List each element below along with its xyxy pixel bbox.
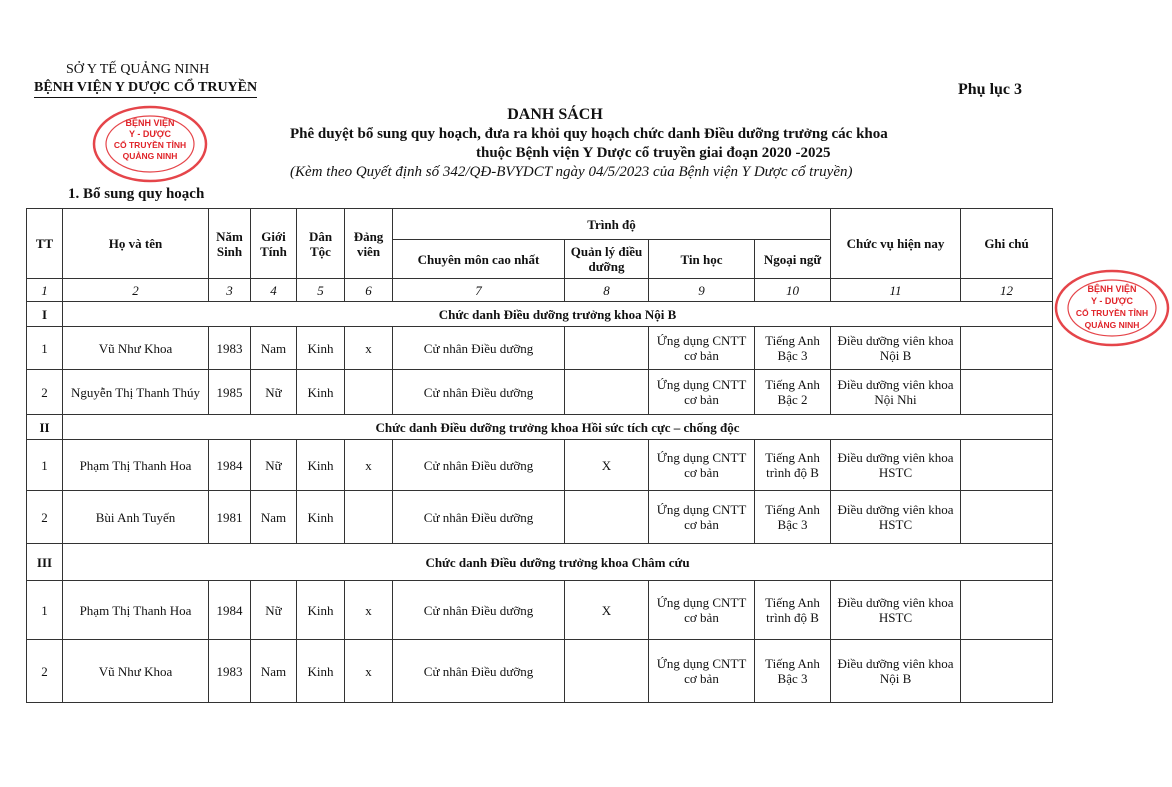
cell-note <box>961 327 1053 370</box>
org-parent: SỞ Y TẾ QUẢNG NINH <box>66 62 210 77</box>
cell-note <box>961 581 1053 640</box>
cell-ethnic: Kinh <box>297 327 345 370</box>
group-row <box>27 544 1053 581</box>
cell-ethnic: Kinh <box>297 370 345 415</box>
cell-note <box>961 640 1053 703</box>
cell-it: Ứng dụng CNTT cơ bản <box>649 491 755 544</box>
cell-gender: Nam <box>251 491 297 544</box>
table-row <box>27 370 1053 415</box>
cell-name: Vũ Như Khoa <box>63 327 209 370</box>
seal-edge-text-3: CỔ TRUYỀN TỈNH <box>1075 308 1149 318</box>
cell-party <box>345 491 393 544</box>
seal-edge-text-1: BỆNH VIỆN <box>1087 284 1137 294</box>
seal-text-3: CỔ TRUYỀN TỈNH <box>113 140 187 150</box>
cell-name: Phạm Thị Thanh Hoa <box>63 581 209 640</box>
header-specialty: Chuyên môn cao nhất <box>393 240 565 279</box>
cell-party: x <box>345 440 393 491</box>
group-number: III <box>27 544 63 581</box>
cell-gender: Nam <box>251 327 297 370</box>
cell-lang: Tiếng Anh trình độ B <box>755 581 831 640</box>
cell-specialty: Cử nhân Điều dưỡng <box>393 491 565 544</box>
col-number: 4 <box>251 279 297 302</box>
cell-tt: 2 <box>27 491 63 544</box>
cell-specialty: Cử nhân Điều dưỡng <box>393 370 565 415</box>
cell-position: Điều dưỡng viên khoa Nội B <box>831 640 961 703</box>
seal-text-1: BỆNH VIỆN <box>125 118 175 128</box>
col-number: 9 <box>649 279 755 302</box>
section-heading: 1. Bổ sung quy hoạch <box>68 186 205 202</box>
cell-it: Ứng dụng CNTT cơ bản <box>649 327 755 370</box>
col-number: 2 <box>63 279 209 302</box>
cell-lang: Tiếng Anh Bậc 3 <box>755 491 831 544</box>
header-birth-year: Năm Sinh <box>209 209 251 279</box>
seal-edge-text-2: Y - DƯỢC <box>1091 296 1133 306</box>
cell-position: Điều dưỡng viên khoa HSTC <box>831 491 961 544</box>
cell-it: Ứng dụng CNTT cơ bản <box>649 440 755 491</box>
cell-note <box>961 491 1053 544</box>
cell-party: x <box>345 581 393 640</box>
table-row <box>27 327 1053 370</box>
cell-name: Bùi Anh Tuyến <box>63 491 209 544</box>
col-number: 6 <box>345 279 393 302</box>
group-title: Chức danh Điều dưỡng trưởng khoa Châm cứu <box>63 544 1053 581</box>
cell-gender: Nữ <box>251 440 297 491</box>
planning-table <box>26 208 1053 703</box>
col-number: 11 <box>831 279 961 302</box>
document-title: DANH SÁCH <box>507 106 603 123</box>
cell-party: x <box>345 640 393 703</box>
cell-gender: Nữ <box>251 581 297 640</box>
cell-gender: Nam <box>251 640 297 703</box>
cell-position: Điều dưỡng viên khoa Nội Nhi <box>831 370 961 415</box>
cell-tt: 2 <box>27 640 63 703</box>
cell-name: Phạm Thị Thanh Hoa <box>63 440 209 491</box>
subtitle-line-2: thuộc Bệnh viện Y Dược cổ truyền giai đoạn 2020 -2025 <box>476 145 831 161</box>
col-number: 3 <box>209 279 251 302</box>
cell-tt: 1 <box>27 440 63 491</box>
cell-name: Vũ Như Khoa <box>63 640 209 703</box>
col-number: 8 <box>565 279 649 302</box>
subtitle-line-1: Phê duyệt bổ sung quy hoạch, đưa ra khỏi quy hoạch chức danh Điều dưỡng trưởng các khoa <box>290 126 888 142</box>
cell-year: 1984 <box>209 581 251 640</box>
cell-position: Điều dưỡng viên khoa HSTC <box>831 581 961 640</box>
cell-position: Điều dưỡng viên khoa Nội B <box>831 327 961 370</box>
cell-ethnic: Kinh <box>297 491 345 544</box>
group-number: I <box>27 302 63 327</box>
group-number: II <box>27 415 63 440</box>
header-name: Họ và tên <box>63 209 209 279</box>
cell-name: Nguyễn Thị Thanh Thúy <box>63 370 209 415</box>
header-language: Ngoại ngữ <box>755 240 831 279</box>
header-qualification: Trình độ <box>393 209 831 240</box>
table-row <box>27 581 1053 640</box>
official-seal-stamp-edge <box>1052 268 1172 348</box>
cell-specialty: Cử nhân Điều dưỡng <box>393 640 565 703</box>
cell-it: Ứng dụng CNTT cơ bản <box>649 640 755 703</box>
cell-note <box>961 440 1053 491</box>
cell-lang: Tiếng Anh trình độ B <box>755 440 831 491</box>
group-title: Chức danh Điều dưỡng trưởng khoa Nội B <box>63 302 1053 327</box>
header-nursing-mgmt: Quản lý điều dưỡng <box>565 240 649 279</box>
cell-year: 1983 <box>209 640 251 703</box>
cell-lang: Tiếng Anh Bậc 2 <box>755 370 831 415</box>
cell-year: 1981 <box>209 491 251 544</box>
cell-note <box>961 370 1053 415</box>
cell-specialty: Cử nhân Điều dưỡng <box>393 327 565 370</box>
cell-lang: Tiếng Anh Bậc 3 <box>755 327 831 370</box>
table-row <box>27 640 1053 703</box>
cell-year: 1984 <box>209 440 251 491</box>
cell-year: 1985 <box>209 370 251 415</box>
cell-lang: Tiếng Anh Bậc 3 <box>755 640 831 703</box>
cell-gender: Nữ <box>251 370 297 415</box>
col-number: 1 <box>27 279 63 302</box>
cell-it: Ứng dụng CNTT cơ bản <box>649 370 755 415</box>
official-seal-stamp <box>90 104 210 184</box>
table-row <box>27 440 1053 491</box>
group-row <box>27 302 1053 327</box>
cell-ethnic: Kinh <box>297 440 345 491</box>
cell-mgmt: X <box>565 440 649 491</box>
col-number: 7 <box>393 279 565 302</box>
header-position: Chức vụ hiện nay <box>831 209 961 279</box>
cell-year: 1983 <box>209 327 251 370</box>
header-gender: Giới Tính <box>251 209 297 279</box>
seal-edge-text-4: QUẢNG NINH <box>1084 320 1140 330</box>
cell-ethnic: Kinh <box>297 640 345 703</box>
cell-tt: 1 <box>27 581 63 640</box>
cell-mgmt <box>565 370 649 415</box>
org-name: BỆNH VIỆN Y DƯỢC CỔ TRUYỀN <box>34 80 257 98</box>
cell-tt: 2 <box>27 370 63 415</box>
header-tt: TT <box>27 209 63 279</box>
cell-it: Ứng dụng CNTT cơ bản <box>649 581 755 640</box>
seal-text-4: QUẢNG NINH <box>122 151 178 161</box>
decision-note: (Kèm theo Quyết định số 342/QĐ-BVYDCT ngày 04/5/2023 của Bệnh viện Y Dược cổ truyền) <box>290 164 853 180</box>
col-number: 12 <box>961 279 1053 302</box>
cell-specialty: Cử nhân Điều dưỡng <box>393 440 565 491</box>
cell-position: Điều dưỡng viên khoa HSTC <box>831 440 961 491</box>
seal-text-2: Y - DƯỢC <box>129 129 171 139</box>
cell-specialty: Cử nhân Điều dưỡng <box>393 581 565 640</box>
cell-mgmt: X <box>565 581 649 640</box>
group-row <box>27 415 1053 440</box>
cell-party <box>345 370 393 415</box>
cell-mgmt <box>565 640 649 703</box>
cell-ethnic: Kinh <box>297 581 345 640</box>
column-number-row <box>27 279 1053 302</box>
header-it: Tin học <box>649 240 755 279</box>
header-ethnicity: Dân Tộc <box>297 209 345 279</box>
cell-tt: 1 <box>27 327 63 370</box>
cell-party: x <box>345 327 393 370</box>
cell-mgmt <box>565 491 649 544</box>
cell-mgmt <box>565 327 649 370</box>
table-row <box>27 491 1053 544</box>
col-number: 10 <box>755 279 831 302</box>
col-number: 5 <box>297 279 345 302</box>
header-note: Ghi chú <box>961 209 1053 279</box>
appendix-label: Phụ lục 3 <box>958 81 1023 98</box>
group-title: Chức danh Điều dưỡng trưởng khoa Hồi sức tích cực – chống độc <box>63 415 1053 440</box>
header-party: Đảng viên <box>345 209 393 279</box>
